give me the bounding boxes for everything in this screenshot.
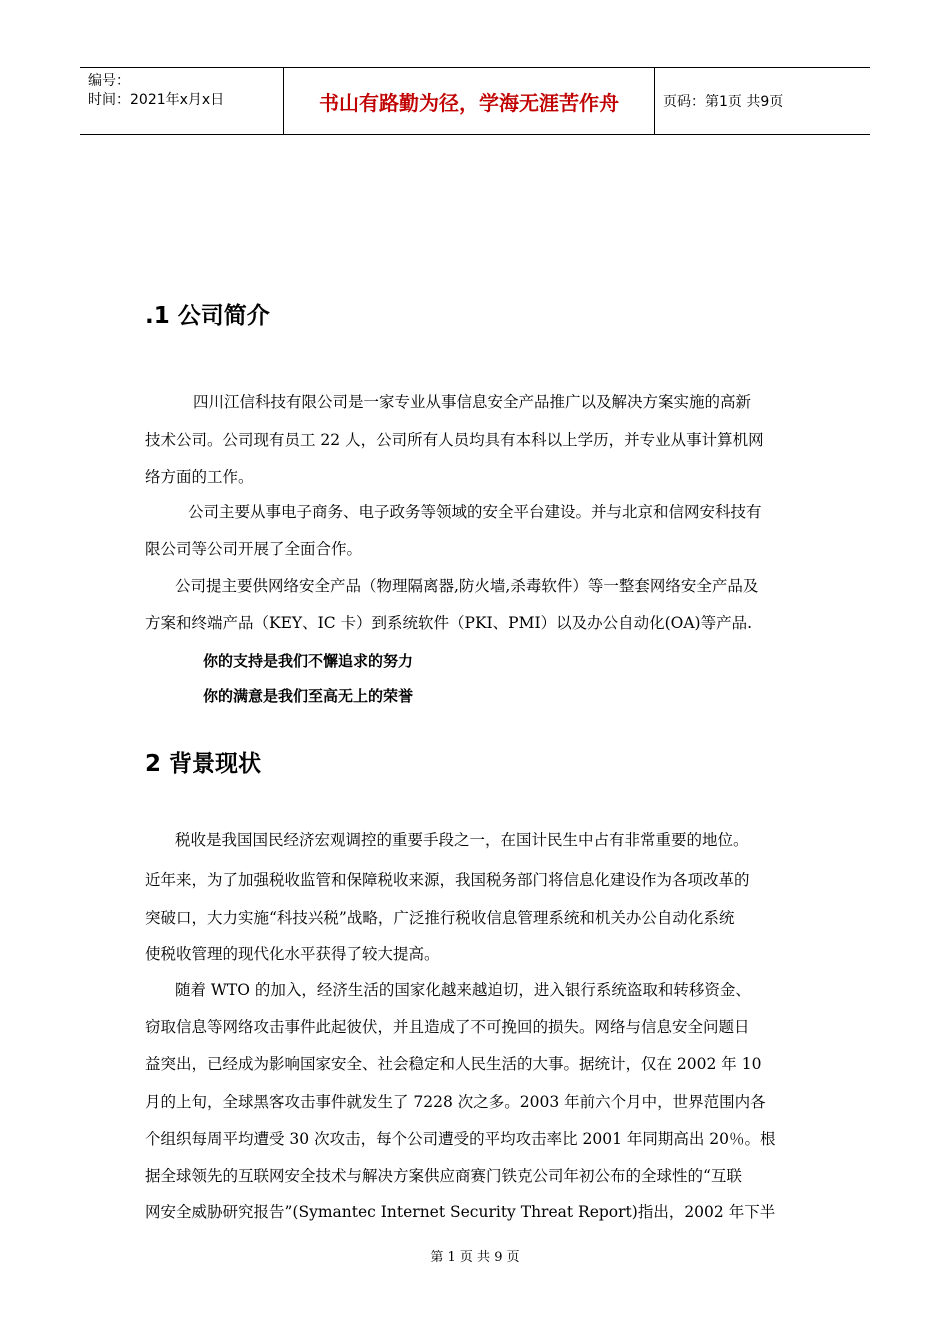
paragraph-line: 公司提主要供网络安全产品（物理隔离器,防火墙,杀毒软件）等一整套网络安全产品及 — [175, 577, 759, 595]
header-table — [80, 67, 870, 135]
paragraph-line: 技术公司。公司现有员工 22 人，公司所有人员均具有本科以上学历，并专业从事计算机网 — [145, 431, 764, 449]
paragraph-line: 税收是我国国民经济宏观调控的重要手段之一，在国计民生中占有非常重要的地位。 — [175, 831, 749, 849]
paragraph-line: 突破口，大力实施“科技兴税”战略，广泛推行税收信息管理系统和机关办公自动化系统 — [145, 909, 735, 927]
paragraph-line: 月的上旬，全球黑客攻击事件就发生了 7228 次之多。2003 年前六个月中，世界范围内各 — [145, 1093, 766, 1111]
paragraph-line: 限公司等公司开展了全面合作。 — [145, 540, 363, 558]
section-heading-company-intro: .1 公司简介 — [145, 303, 270, 329]
document-date: 时间：2021年x月x日 — [88, 92, 225, 108]
slogan-support: 你的支持是我们不懈追求的努力 — [203, 652, 414, 670]
document-number: 编号： — [88, 73, 130, 89]
header-meta — [80, 68, 283, 134]
paragraph-line: 窃取信息等网络攻击事件此起彼伏，并且造成了不可挽回的损失。网络与信息安全问题日 — [145, 1018, 750, 1036]
paragraph-line: 使税收管理的现代化水平获得了较大提高。 — [145, 945, 440, 963]
paragraph-line: 方案和终端产品（KEY、IC 卡）到系统软件（PKI、PMI）以及办公自动化(OA)等产品. — [145, 614, 753, 632]
header-motto: 书山有路勤为径，学海无涯苦作舟 — [283, 68, 655, 134]
section-heading-background: 2 背景现状 — [145, 751, 262, 777]
paragraph-line: 四川江信科技有限公司是一家专业从事信息安全产品推广以及解决方案实施的高新 — [193, 393, 752, 411]
slogan-satisfaction: 你的满意是我们至高无上的荣誉 — [203, 687, 414, 705]
paragraph-line: 络方面的工作。 — [145, 468, 254, 486]
header-page-info: 页码：第1页 共9页 — [663, 94, 784, 110]
paragraph-line: 随着 WTO 的加入，经济生活的国家化越来越迫切，进入银行系统盗取和转移资金、 — [175, 981, 751, 999]
paragraph-line: 据全球领先的互联网安全技术与解决方案供应商赛门铁克公司年初公布的全球性的“互联 — [145, 1167, 742, 1185]
page-footer: 第 1 页 共 9 页 — [430, 1250, 520, 1265]
paragraph-line: 近年来，为了加强税收监管和保障税收来源，我国税务部门将信息化建设作为各项改革的 — [145, 871, 750, 889]
paragraph-line: 网安全威胁研究报告”(Symantec Internet Security Threat Report)指出，2002 年下半 — [145, 1203, 776, 1221]
paragraph-line: 益突出，已经成为影响国家安全、社会稳定和人民生活的大事。据统计，仅在 2002 年 10 — [145, 1055, 762, 1073]
paragraph-line: 公司主要从事电子商务、电子政务等领域的安全平台建设。并与北京和信网安科技有 — [188, 503, 762, 521]
paragraph-line: 个组织每周平均遭受 30 次攻击，每个公司遭受的平均攻击率比 2001 年同期高出 20％。根 — [145, 1130, 776, 1148]
